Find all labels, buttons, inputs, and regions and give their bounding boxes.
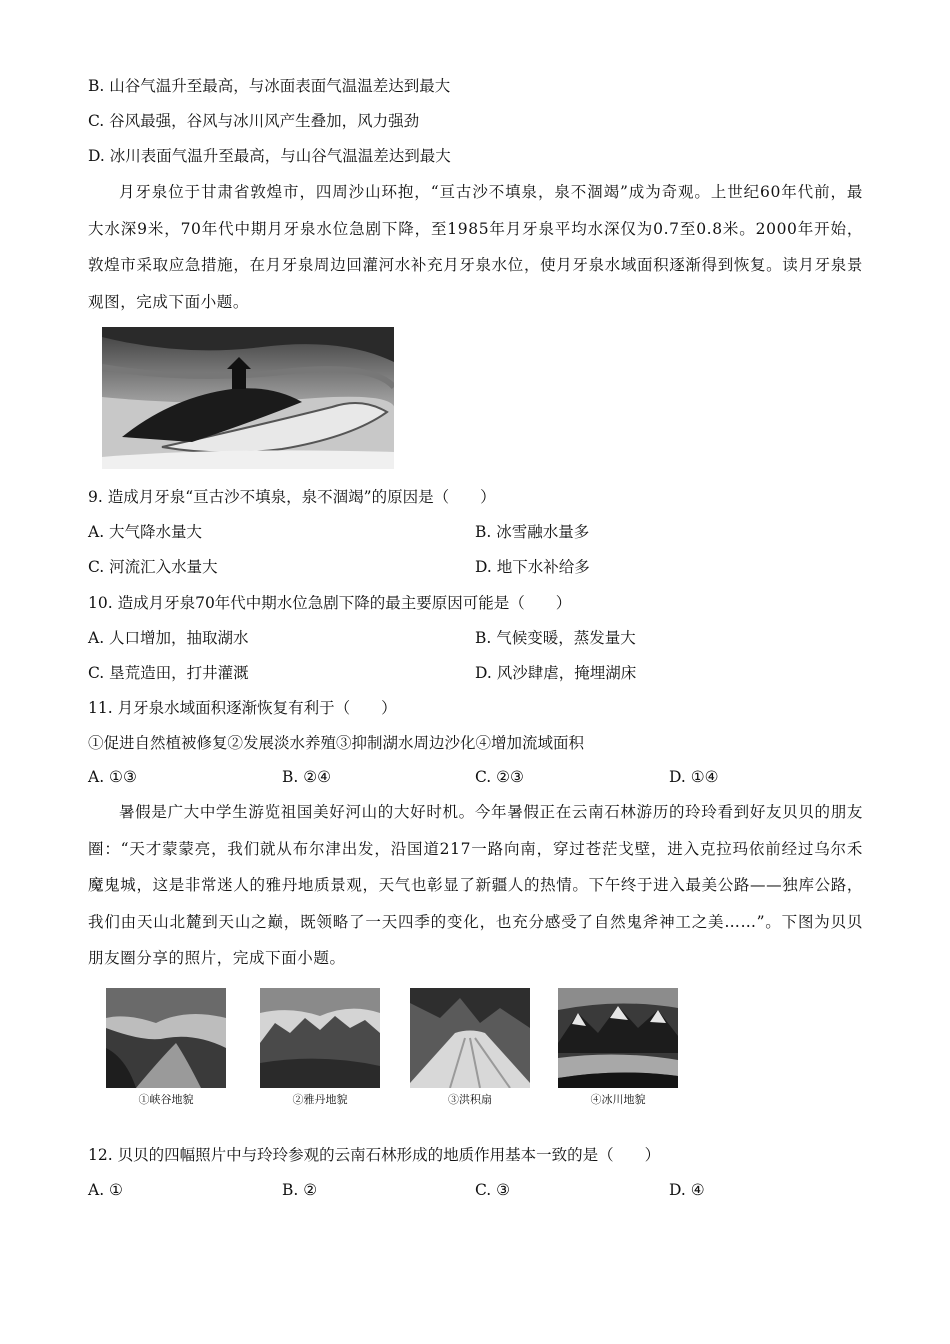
q9-option-c[interactable]: C. 河流汇入水量大 bbox=[88, 558, 218, 576]
photo-yardang-landform bbox=[260, 988, 380, 1088]
q12-stem: 12. 贝贝的四幅照片中与玲玲参观的云南石林形成的地质作用基本一致的是（ ） bbox=[88, 1146, 661, 1164]
photo-alluvial-fan bbox=[410, 988, 530, 1088]
q9-option-a[interactable]: A. 大气降水量大 bbox=[88, 523, 203, 541]
q10-option-a[interactable]: A. 人口增加，抽取湖水 bbox=[88, 629, 249, 647]
q11-option-b[interactable]: B. ②④ bbox=[282, 768, 332, 786]
q10-option-d[interactable]: D. 风沙肆虐，掩埋湖床 bbox=[475, 664, 637, 682]
caption-glacial: ④冰川地貌 bbox=[590, 1093, 646, 1106]
q12-option-c[interactable]: C. ③ bbox=[475, 1181, 511, 1199]
q9-stem: 9. 造成月牙泉“亘古沙不填泉，泉不涸竭”的原因是（ ） bbox=[88, 488, 496, 506]
option-d-prev: D. 冰川表面气温升至最高，与山谷气温温差达到最大 bbox=[88, 147, 451, 165]
q9-option-d[interactable]: D. 地下水补给多 bbox=[475, 558, 590, 576]
caption-yardang: ②雅丹地貌 bbox=[292, 1093, 348, 1106]
crescent-spring-photo bbox=[102, 327, 394, 469]
q11-option-d[interactable]: D. ①④ bbox=[669, 768, 719, 786]
q11-items: ①促进自然植被修复②发展淡水养殖③抑制湖水周边沙化④增加流域面积 bbox=[88, 734, 585, 752]
q11-option-c[interactable]: C. ②③ bbox=[475, 768, 524, 786]
q10-stem: 10. 造成月牙泉70年代中期水位急剧下降的最主要原因可能是（ ） bbox=[88, 594, 572, 612]
q12-option-a[interactable]: A. ① bbox=[88, 1181, 123, 1199]
q10-option-c[interactable]: C. 垦荒造田，打井灌溉 bbox=[88, 664, 249, 682]
q10-option-b[interactable]: B. 气候变暖，蒸发量大 bbox=[475, 629, 636, 647]
caption-canyon: ①峡谷地貌 bbox=[138, 1093, 194, 1106]
photo-canyon-landform bbox=[106, 988, 226, 1088]
q11-option-a[interactable]: A. ①③ bbox=[88, 768, 137, 786]
q12-option-b[interactable]: B. ② bbox=[282, 1181, 318, 1199]
passage-crescent-spring: 月牙泉位于甘肃省敦煌市，四周沙山环抱，“亘古沙不填泉，泉不涸竭”成为奇观。上世纪60年代前，最大水深9米，70年代中期月牙泉水位急剧下降，至1985年月牙泉平均水深仅为0.7至0.8米。2000年开始，敦煌市采取应急措施，在月牙泉周边回灌河水补充月牙泉水位，使月牙泉水域面积逐渐得到恢复。读月牙泉景观图，完成下面小题。 bbox=[88, 183, 863, 311]
q9-option-b[interactable]: B. 冰雪融水量多 bbox=[475, 523, 590, 541]
option-c-prev: C. 谷风最强，谷风与冰川风产生叠加，风力强劲 bbox=[88, 112, 420, 130]
caption-alluvial-fan: ③洪积扇 bbox=[448, 1093, 492, 1106]
passage-summer-trip: 暑假是广大中学生游览祖国美好河山的大好时机。今年暑假正在云南石林游历的玲玲看到好友贝贝的朋友圈：“天才蒙蒙亮，我们就从布尔津出发，沿国道217一路向南，穿过苍茫戈壁，进入克拉玛依前经过乌尔禾魔鬼城，这是非常迷人的雅丹地质景观，天气也彰显了新疆人的热情。下午终于进入最美公路——独库公路，我们由天山北麓到天山之巅，既领略了一天四季的变化，也充分感受了自然鬼斧神工之美……”。下图为贝贝朋友圈分享的照片，完成下面小题。 bbox=[88, 803, 863, 967]
photo-glacial-landform bbox=[558, 988, 678, 1088]
q12-option-d[interactable]: D. ④ bbox=[669, 1181, 705, 1199]
q11-stem: 11. 月牙泉水域面积逐渐恢复有利于（ ） bbox=[88, 699, 397, 717]
option-b-prev: B. 山谷气温升至最高，与冰面表面气温温差达到最大 bbox=[88, 77, 451, 95]
